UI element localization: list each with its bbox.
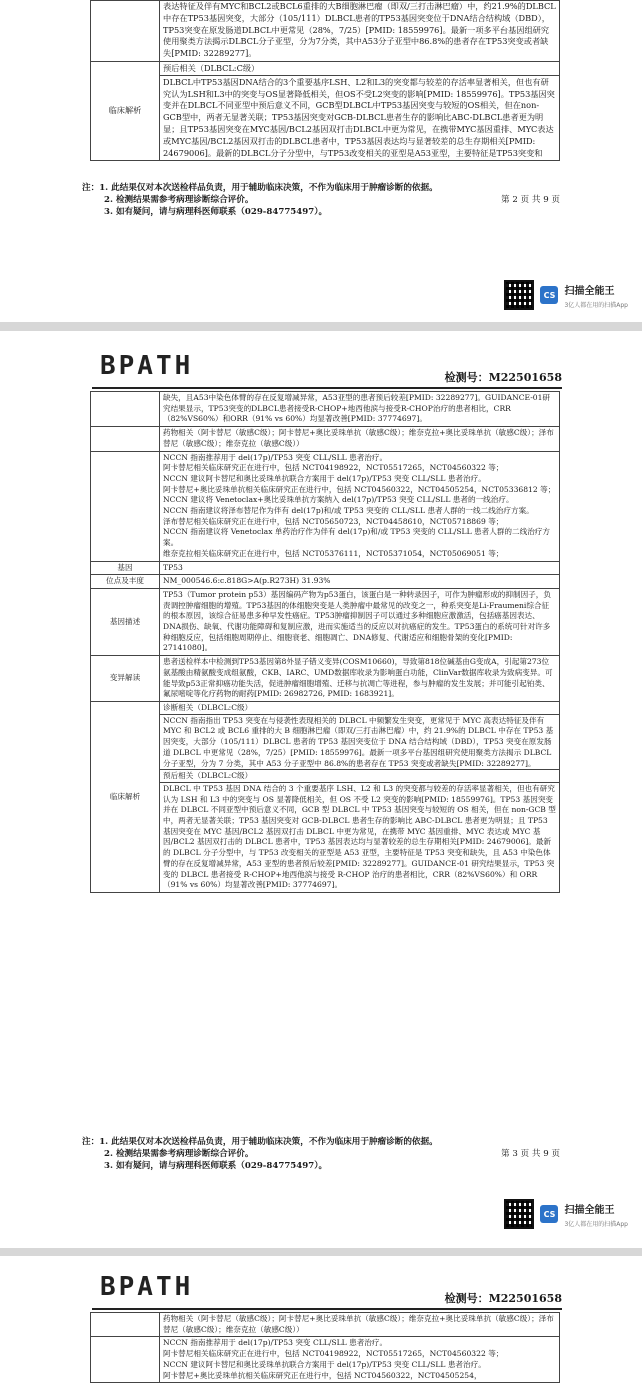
page-number: 第 3 页 共 9 页	[501, 1149, 560, 1159]
nccn-line: NCCN 指南建议将泽布替尼作为伴有 del(17p)和/或 TP53 突变的 CLL/SLL 患者人群的一线二线治疗方案。	[163, 506, 534, 516]
scanner-tagline: 3亿人都在用的扫描App	[564, 1220, 628, 1228]
camscanner-logo-icon: CS	[540, 286, 558, 304]
nccn-line: NCCN 建议将 Venetoclax+奥比妥珠单抗方案纳入 del(17p)/TP53 突变 CLL/SLL 患者的一线治疗。	[163, 495, 514, 505]
report-notes	[82, 1136, 560, 1172]
nccn-line: NCCN 建议阿卡替尼和奥比妥珠单抗联合方案用于 del(17p)/TP53 突变 CLL/SLL 患者治疗。	[163, 1359, 486, 1369]
locus-value: NM_000546.6:c.818G>A(p.R273H) 31.93%	[160, 575, 560, 589]
clinical-label: 临床解析	[91, 61, 160, 160]
prognosis-text: DLBCL 中 TP53 基因 DNA 结合的 3 个重要基序 LSH、L2 和 L3 的突变都与较差的存活率显著相关，但也有研究认为 LSH 和 L3 中的突变与 OS 显著降低相关，但 OS 不受 L2 突变的影响[PMID: 18559976]。TP53 基因突变并在 DLBCL 不同亚型中预后意义不同，GCB 型 DLBCL 中 TP53 基因突变与较短的 OS 相关，但在 non-GCB 型中，两者无显著关联；TP53 基因突变对 GCB-DLBCL 患者生存的影响比 ABC-DLBCL 患者更为明显；且 TP53 基因突变在 MYC 基因/BCL2 基因双打击 DLBCL 中更为常见，在携带 MYC 基因重排、MYC 表达或 MYC 基因/BCL2 基因双打击的 DLBCL 患者中，TP53 基因表达均与显著较差的总生存期相关[PMID: 24679006]。最新的 DLBCL 分子分型中，与 TP53 改变相关的亚型是 A53 亚型，主要特征是 TP53 突变和缺失，且 A53 中染色体臂的存在反复增减异常，A53 亚型的患者预后较差[PMID: 32289277]。GUIDANCE-01 研究结果显示，TP53 突变的 DLBCL 患者接受 R-CHOP+地西他滨与接受 R-CHOP 治疗的患者相比，CRR（82%VS60%）和 ORR（91% vs 60%）均显著改善[PMID: 37774697]。	[163, 783, 556, 890]
gene-value: TP53	[160, 561, 560, 575]
report-page-3	[0, 331, 642, 1248]
doc-number: 检测号：M22501658	[444, 371, 562, 384]
note-3: 3. 如有疑问，请与病理科医师联系（029-84775497）。	[104, 1161, 328, 1171]
report-notes	[82, 182, 560, 218]
gene-table	[90, 391, 560, 893]
prognosis-title: 预后相关（DLBCL:C级）	[160, 771, 559, 783]
prognosis-text: DLBCL中TP53基因DNA结合的3个重要基序LSH、L2和L3的突变都与较差的存活率显著相关，但也有研究认为LSH和L3中的突变与OS显著降低相关，但OS不受L2突变的影响[PMID: 18559976]。TP53基因突变并在DLBCL不同亚型中预后意义不同，GCB型DLBCL中TP53基因突变与较短的OS相关，但在non-GCB型中，两者无显著关联；TP53基因突变对GCB-DLBCL患者生存的影响比ABC-DLBCL患者更为明显；且TP53基因突变在MYC基因/BCL2基因双打击DLBCL中更为常见，在携带MYC基因重排、MYC表达或MYC基因/BCL2基因双打击的DLBCL患者中，TP53基因表达均与显著较差的总生存期相关[PMID: 24679006]。最新的DLBCL分子分型中，与TP53改变相关的亚型是A53亚型，主要特征是TP53突变和	[163, 76, 555, 158]
drug-related-text: 药物相关（阿卡替尼（敏感C级）；阿卡替尼+奥比妥珠单抗（敏感C级）；维奈克拉+奥比妥珠单抗（敏感C级）；泽布替尼（敏感C级）；维奈克拉（敏感C级））	[160, 1313, 560, 1337]
nccn-line: 阿卡替尼相关临床研究正在进行中，包括 NCT04198922，NCT05517265，NCT04560322 等；	[163, 1349, 504, 1359]
note-2: 2. 检测结果需参考病理诊断综合评价。	[104, 1149, 254, 1159]
variant-text: 患者送检样本中检测到TP53基因第8外显子错义变异(COSM10660)，导致第818位碱基由G变成A，引起第273位氨基酸由精氨酸变成组氨酸，CKB、IARC、UMD数据库收录为影响蛋白功能，ClinVar数据库收录为致病变异。可能导致p53正常抑癌功能失活，促进肿瘤细胞增殖、迁移与抗凋亡等进程，参与肿瘤的发生发展；并可能引起铂类、氟尿嘧啶等化疗药物的耐药[PMID: 26982726, PMID: 1683921]。	[160, 656, 560, 702]
note-1: 注：1. 此结果仅对本次送检样品负责，用于辅助临床决策，不作为临床用于肿瘤诊断的依据。	[82, 1137, 438, 1147]
description-text: TP53（Tumor protein p53）基因编码产物为p53蛋白，该蛋白是一种转录因子，可作为肿瘤形成的抑制因子，负责调控肿瘤细胞的增殖。TP53基因的体细胞突变是人类肿瘤中最常见的改变之一，种系突变是Li-Fraumeni综合征的根本原因，该综合征易患多种早发性癌症。TP53肿瘤抑制因子可以通过多种细胞应激激活，包括癌基因表达、DNA损伤、缺氧、代谢功能障碍和复制应激，进而实施适当的反应以对抗癌症的发生。TP53蛋白的系统可针对许多种细胞反应，包括细胞周期停止、细胞衰老、细胞凋亡、DNA修复、代谢适应和细胞骨架的变化[PMID: 27141080]。	[160, 588, 560, 655]
header-divider	[92, 1308, 562, 1310]
prognosis-title: 预后相关（DLBCL:C级）	[160, 63, 559, 76]
header-divider	[92, 387, 562, 389]
drug-table	[90, 1312, 560, 1383]
drug-related-text: 药物相关（阿卡替尼（敏感C级）；阿卡替尼+奥比妥珠单抗（敏感C级）；维奈克拉+奥比妥珠单抗（敏感C级）；泽布替尼（敏感C级）；维奈克拉（敏感C级））	[160, 427, 560, 451]
doc-number: 检测号：M22501658	[444, 1292, 562, 1305]
qr-code-icon	[504, 280, 534, 310]
note-1: 注：1. 此结果仅对本次送检样品负责，用于辅助临床决策，不作为临床用于肿瘤诊断的依据。	[82, 183, 438, 193]
scanner-app-name: 扫描全能王	[564, 285, 615, 297]
nccn-line: 阿卡替尼+奥比妥珠单抗相关临床研究正在进行中，包括 NCT04560322，NCT04505254，	[163, 1370, 482, 1380]
nccn-line: NCCN 建议阿卡替尼和奥比妥珠单抗联合方案用于 del(17p)/TP53 突变 CLL/SLL 患者治疗。	[163, 473, 486, 483]
page-number: 第 2 页 共 9 页	[501, 195, 560, 205]
diagnosis-text: NCCN 指南指出 TP53 突变在与侵袭性表现相关的 DLBCL 中频繁发生突变，更常见于 MYC 高表达特征及伴有 MYC 和 BCL2 或 BCL6 重排的大 B 细胞淋巴瘤（即双/三打击淋巴瘤）中，约 21.9%的 DLBCL 中存在 TP53 基因突变，大部分（105/111）DLBCL 患者的 TP53 基因突变位于 DNA 结合结构域（DBD），TP53 突变在原发肠道 DLBCL 中更常见（28%，7/25）[PMID: 18559976]。最新一项多平台基因组研究使用聚类方法揭示 DLBCL 分子亚型，分为 7 分类，其中 A53 分子亚型中 86.8%的患者存在 TP53 突变或者缺失[PMID: 32289277]。	[160, 716, 559, 771]
description-label: 基因描述	[91, 588, 160, 655]
note-2: 2. 检测结果需参考病理诊断综合评价。	[104, 195, 254, 205]
nccn-line: 阿卡替尼相关临床研究正在进行中，包括 NCT04198922，NCT05517265，NCT04560322 等；	[163, 463, 504, 473]
nccn-recommendations	[160, 451, 560, 561]
nccn-line: NCCN 指南推荐用于 del(17p)/TP53 突变 CLL/SLL 患者治疗。	[163, 1338, 388, 1348]
note-3: 3. 如有疑问，请与病理科医师联系（029-84775497）。	[104, 207, 328, 217]
clinical-table	[90, 0, 560, 161]
diagnosis-title: 诊断相关（DLBCL:C级）	[160, 703, 559, 715]
scanner-app-name: 扫描全能王	[564, 1204, 615, 1216]
gene-label: 基因	[91, 561, 160, 575]
locus-label: 位点及丰度	[91, 575, 160, 589]
tp53-tail-text: 表达特征及伴有MYC和BCL2或BCL6重排的大B细胞淋巴瘤（即双/三打击淋巴瘤）中，约21.9%的DLBCL中存在TP53基因突变，大部分（105/111）DLBCL患者的TP53基因突变位于DNA结合结构域（DBD），TP53突变在原发肠道DLBCL中更常见（28%，7/25）[PMID: 18559976]。最新一项多平台基因组研究使用聚类方法揭示DLBCL分子亚型，分为7分类，其中A53分子亚型中86.8%的患者存在TP53突变或者缺失[PMID: 32289277]。	[160, 1, 560, 62]
bpath-logo: BPATH	[100, 1272, 194, 1302]
camscanner-logo-icon: CS	[540, 1205, 558, 1223]
scanner-watermark	[504, 1199, 628, 1229]
nccn-line: 维奈克拉相关临床研究正在进行中，包括 NCT05376111，NCT05371054，NCT05069051 等；	[163, 548, 504, 558]
continuation-text: 缺失，且A53中染色体臂的存在反复增减异常，A53亚型的患者预后较差[PMID: 32289277]。GUIDANCE-01研究结果显示，TP53突变的DLBCL患者接受R-CHOP+地西他滨与接受R-CHOP治疗的患者相比，CRR（82%VS60%）和ORR（91% vs 60%）均显著改善[PMID: 37774697]。	[160, 392, 560, 427]
scanner-watermark	[504, 280, 628, 310]
nccn-line: 泽布替尼相关临床研究正在进行中，包括 NCT05650723，NCT04458610，NCT05718869 等；	[163, 516, 504, 526]
bpath-logo: BPATH	[100, 351, 194, 381]
nccn-line: NCCN 指南推荐用于 del(17p)/TP53 突变 CLL/SLL 患者治疗。	[163, 452, 388, 462]
report-page-2	[0, 0, 642, 322]
report-page-4	[0, 1256, 642, 1389]
nccn-line: NCCN 指南建议将 Venetoclax 单药治疗作为伴有 del(17p)和/或 TP53 突变的 CLL/SLL 患者人群的二线治疗方案。	[163, 527, 550, 548]
clinical-label: 临床解析	[91, 701, 160, 892]
nccn-line: 阿卡替尼+奥比妥珠单抗相关临床研究正在进行中，包括 NCT04560322，NCT04505254，NCT05336812 等；	[163, 484, 556, 494]
variant-label: 变异解读	[91, 656, 160, 702]
qr-code-icon	[504, 1199, 534, 1229]
scanner-tagline: 3亿人都在用的扫描App	[564, 301, 628, 309]
